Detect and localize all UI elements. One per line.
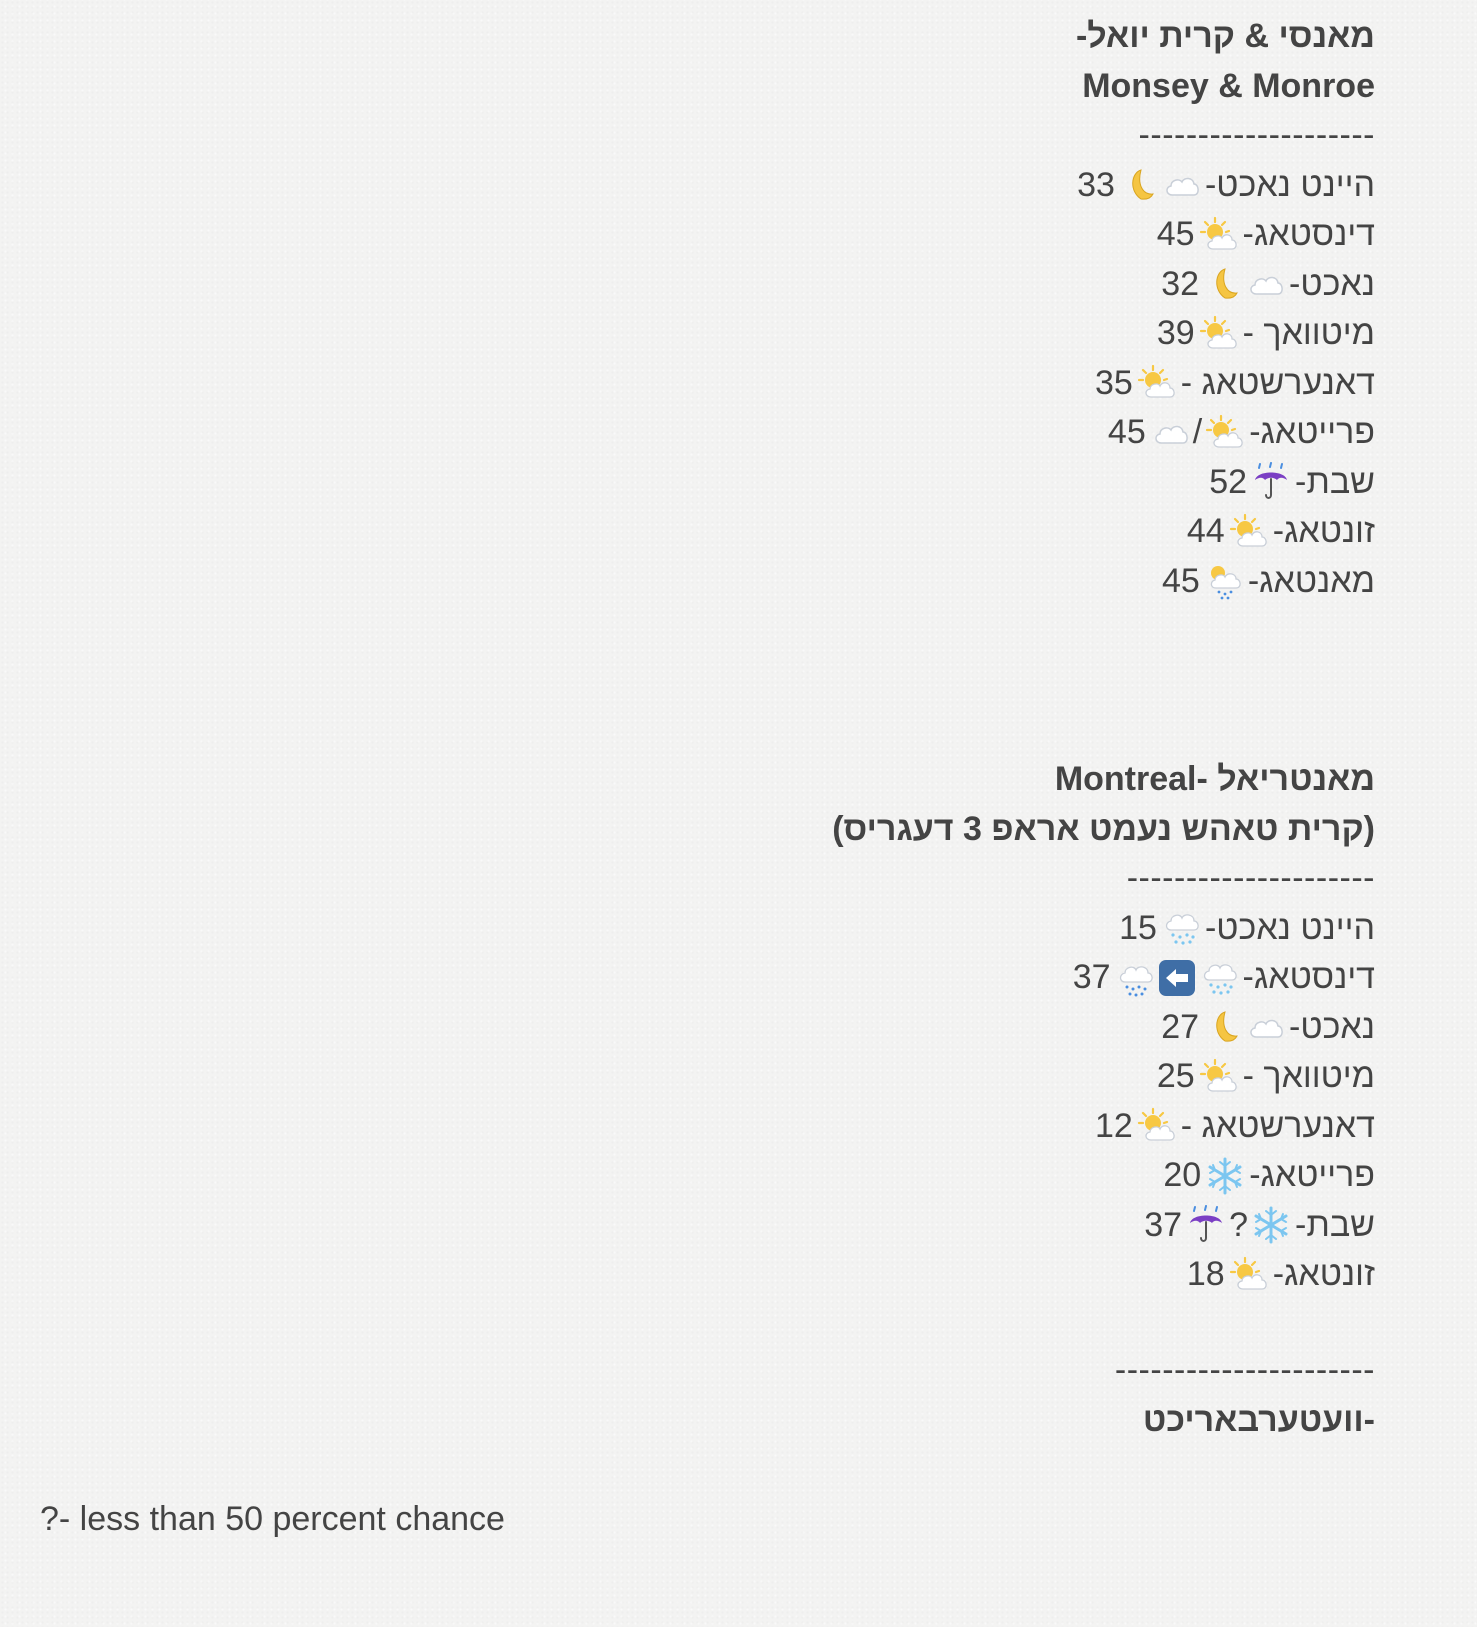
monsey-forecast-row xyxy=(275,557,1375,607)
forecast-icons xyxy=(1115,958,1239,998)
montreal-forecast-list xyxy=(275,904,1375,1300)
forecast-icons xyxy=(1137,1106,1177,1146)
snow-cloud-icon xyxy=(1161,908,1201,948)
forecast-temperature: 15 xyxy=(1119,908,1157,947)
forecast-day-label: זונטאג- xyxy=(1272,512,1375,550)
montreal-forecast-row xyxy=(275,953,1375,1003)
forecast-day-label: נאכט- xyxy=(1289,264,1375,303)
snowflake-icon xyxy=(1251,1205,1291,1245)
legend-footnote: ?- less than 50 percent chance xyxy=(40,1500,505,1538)
sun-behind-cloud-icon xyxy=(1229,512,1269,552)
forecast-temperature: 32 xyxy=(1161,264,1200,303)
forecast-icons xyxy=(1205,1156,1245,1196)
forecast-temperature: 20 xyxy=(1163,1156,1202,1194)
forecast-icons xyxy=(1204,561,1244,601)
montreal-forecast-row xyxy=(275,904,1375,954)
forecast-day-label: דאנערשטאג - xyxy=(1180,1106,1375,1145)
crescent-moon-icon xyxy=(1203,264,1243,304)
cloud-icon xyxy=(1245,1007,1285,1047)
crescent-moon-icon xyxy=(1203,1007,1243,1047)
forecast-icons xyxy=(1229,1255,1269,1295)
forecast-day-label: פרייטאג- xyxy=(1249,413,1375,451)
forecast-temperature: 35 xyxy=(1094,363,1133,402)
snow-cloud-icon xyxy=(1199,958,1239,998)
forecast-icons xyxy=(1203,1007,1285,1047)
sun-behind-cloud-icon xyxy=(1199,314,1239,354)
montreal-title: מאנטריאל -Montreal xyxy=(1054,760,1375,798)
forecast-temperature: 44 xyxy=(1186,512,1225,550)
monsey-forecast-row xyxy=(275,408,1375,458)
cloud-icon xyxy=(1161,165,1201,205)
monsey-forecast-row xyxy=(275,309,1375,359)
signature-text: -וועטערבאריכט xyxy=(1142,1400,1375,1439)
forecast-temperature: 33 xyxy=(1077,165,1115,204)
sun-behind-rain-cloud-icon xyxy=(1204,561,1244,601)
monsey-title-hebrew: מאנסי & קרית יואל- xyxy=(1075,17,1375,55)
sun-behind-cloud-icon xyxy=(1205,413,1245,453)
sun-behind-cloud-icon xyxy=(1199,1057,1239,1097)
forecast-temperature: 39 xyxy=(1156,314,1195,352)
montreal-forecast-row xyxy=(275,1201,1375,1251)
montreal-section xyxy=(275,755,1375,1300)
forecast-temperature: 37 xyxy=(1144,1205,1183,1244)
monsey-forecast-row xyxy=(275,161,1375,211)
forecast-icons xyxy=(1199,314,1239,354)
forecast-temperature: 45 xyxy=(1161,561,1200,600)
monsey-forecast-row xyxy=(275,210,1375,260)
monsey-title-english: Monsey & Monroe xyxy=(1082,66,1375,105)
forecast-icons xyxy=(1119,165,1201,205)
snowflake-icon xyxy=(1205,1156,1245,1196)
signature-divider: ---------------------- xyxy=(1114,1351,1375,1389)
forecast-temperature: 18 xyxy=(1186,1255,1225,1293)
forecast-day-label: פרייטאג- xyxy=(1249,1156,1375,1194)
separator-slash: / xyxy=(1192,413,1203,451)
forecast-temperature: 12 xyxy=(1094,1106,1133,1145)
forecast-temperature: 52 xyxy=(1209,462,1248,501)
monsey-divider: -------------------- xyxy=(1138,116,1375,154)
forecast-temperature: 37 xyxy=(1072,958,1111,996)
monsey-forecast-row xyxy=(275,507,1375,557)
forecast-icons xyxy=(1150,408,1245,458)
cloud-icon xyxy=(1150,413,1190,453)
forecast-icons xyxy=(1186,1201,1291,1251)
forecast-day-label: היינט נאכט- xyxy=(1204,908,1375,947)
forecast-day-label: מיטוואך - xyxy=(1242,1057,1375,1095)
montreal-divider: --------------------- xyxy=(1126,859,1375,897)
monsey-forecast-list xyxy=(275,161,1375,607)
forecast-day-label: דינסטאג- xyxy=(1242,215,1375,253)
montreal-subtitle: (קרית טאהש נעמט אראפ 3 דעגריס) xyxy=(832,809,1375,848)
forecast-day-label: נאכט- xyxy=(1289,1007,1375,1046)
uncertain-question-mark: ? xyxy=(1229,1205,1249,1244)
crescent-moon-icon xyxy=(1119,165,1159,205)
forecast-icons xyxy=(1161,908,1201,948)
forecast-day-label: מאנטאג- xyxy=(1247,561,1375,600)
forecast-temperature: 25 xyxy=(1156,1057,1195,1095)
forecast-icons xyxy=(1137,363,1177,403)
monsey-section xyxy=(275,12,1375,606)
montreal-forecast-row xyxy=(275,1250,1375,1300)
sun-behind-cloud-icon xyxy=(1229,1255,1269,1295)
forecast-icons xyxy=(1199,1057,1239,1097)
forecast-day-label: זונטאג- xyxy=(1272,1255,1375,1293)
forecast-icons xyxy=(1229,512,1269,552)
montreal-forecast-row xyxy=(275,1003,1375,1053)
montreal-forecast-row xyxy=(275,1102,1375,1152)
forecast-icons xyxy=(1203,264,1285,304)
sun-behind-cloud-icon xyxy=(1199,215,1239,255)
forecast-day-label: שבת- xyxy=(1295,1205,1375,1244)
forecast-day-label: מיטוואך - xyxy=(1242,314,1375,352)
sun-behind-cloud-icon xyxy=(1137,363,1177,403)
forecast-day-label: דינסטאג- xyxy=(1242,958,1375,996)
monsey-forecast-row xyxy=(275,260,1375,310)
forecast-day-label: היינט נאכט- xyxy=(1204,165,1375,204)
forecast-temperature: 45 xyxy=(1156,215,1195,253)
umbrella-rain-icon xyxy=(1186,1205,1226,1245)
forecast-day-label: דאנערשטאג - xyxy=(1180,363,1375,402)
forecast-day-label: שבת- xyxy=(1295,462,1375,501)
forecast-icons xyxy=(1199,215,1239,255)
forecast-temperature: 45 xyxy=(1107,413,1146,451)
montreal-forecast-row xyxy=(275,1151,1375,1201)
montreal-forecast-row xyxy=(275,1052,1375,1102)
rain-cloud-icon xyxy=(1115,958,1155,998)
umbrella-rain-icon xyxy=(1251,462,1291,502)
forecast-temperature: 27 xyxy=(1161,1007,1200,1046)
signature-section xyxy=(275,1346,1375,1445)
cloud-icon xyxy=(1245,264,1285,304)
forecast-icons xyxy=(1251,462,1291,502)
sun-behind-cloud-icon xyxy=(1137,1106,1177,1146)
monsey-forecast-row xyxy=(275,458,1375,508)
monsey-forecast-row xyxy=(275,359,1375,409)
left-arrow-icon xyxy=(1157,958,1197,998)
